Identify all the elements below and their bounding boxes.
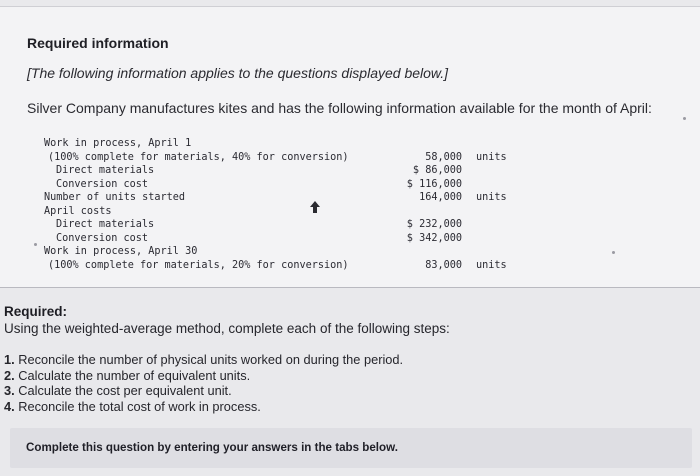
row-label: (100% complete for materials, 20% for conversion) [48,259,349,271]
decorative-dot [612,251,615,254]
row-label: Direct materials [56,165,155,176]
table-row [40,137,520,151]
required-text: Using the weighted-average method, complete each of the following steps: [4,321,450,336]
required-section [4,304,694,414]
row-value: 58,000 [425,151,462,163]
table-row [40,205,520,219]
row-label: Conversion cost [56,232,149,244]
table-row [40,259,520,273]
row-label: Direct materials [56,219,155,230]
table-row [40,164,520,178]
step-number: 4. [4,398,15,414]
mouse-cursor-icon [309,200,321,214]
step-number: 2. [4,367,15,383]
row-value: 164,000 [419,192,462,203]
row-label: Work in process, April 1 [44,138,192,149]
required-label: Required: [4,304,68,319]
step-number: 3. [4,383,15,399]
table-row [40,151,520,165]
required-information-panel [0,6,700,288]
row-value: $ 342,000 [406,232,462,244]
intro-text: Silver Company manufactures kites and has the following information available for the month of April: [27,100,652,116]
table-row [40,218,520,232]
row-value: $ 116,000 [406,178,462,190]
table-row [40,191,520,205]
list-item [4,368,694,384]
step-text: Calculate the cost per equivalent unit. [18,383,232,399]
list-item [4,352,694,368]
row-unit: units [476,151,507,163]
row-label: (100% complete for materials, 40% for conversion) [48,151,349,163]
step-text: Reconcile the number of physical units worked on during the period. [18,352,404,367]
table-row [40,232,520,246]
decorative-dot [683,117,686,120]
row-label: Number of units started [44,192,186,203]
list-item [4,383,694,399]
info-subtitle: [The following information applies to the questions displayed below.] [27,65,449,81]
row-label: April costs [44,205,112,217]
row-value: 83,000 [425,259,462,271]
table-row [40,245,520,259]
complete-instructions-text: Complete this question by entering your answers in the tabs below. [26,441,398,454]
info-title: Required information [27,35,169,51]
row-label: Conversion cost [56,178,149,190]
list-item [4,399,694,415]
step-text: Calculate the number of equivalent units. [18,367,251,383]
complete-instructions-box [10,428,692,468]
data-table [40,137,520,272]
steps-list [4,352,694,414]
table-row [40,178,520,192]
step-text: Reconcile the total cost of work in process. [18,398,261,414]
row-unit: units [476,259,507,271]
step-number: 1. [4,352,15,367]
row-value: $ 232,000 [406,219,462,230]
row-label: Work in process, April 30 [44,246,198,257]
row-unit: units [476,192,507,203]
row-value: $ 86,000 [412,165,462,176]
decorative-dot [34,243,37,246]
